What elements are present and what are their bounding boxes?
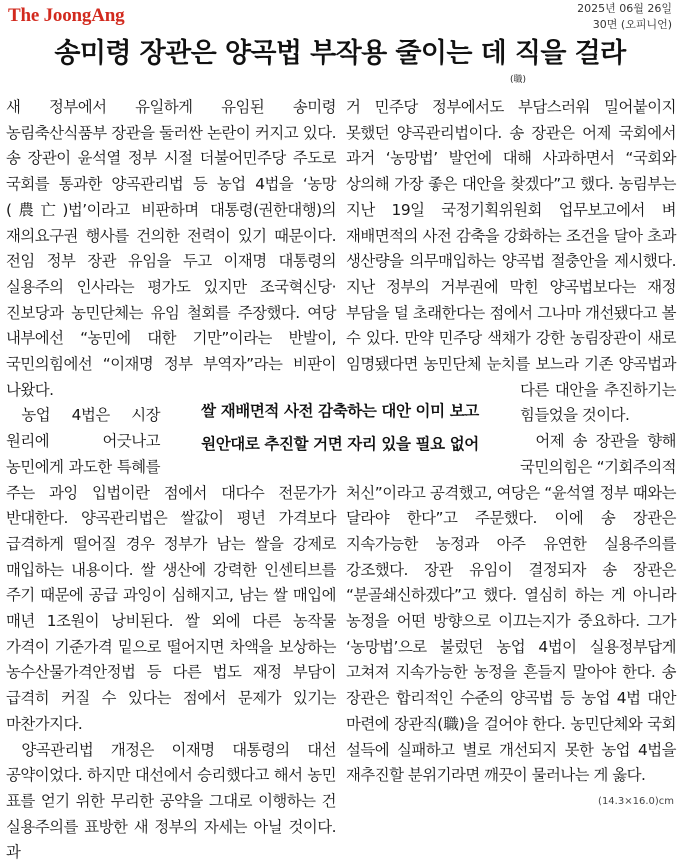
article-column-left <box>6 95 336 866</box>
article-paragraph: 농업 4법은 시장 원리에 어긋나고 농민에게 과도한 특혜를 주는 과잉 입법이란 점에서 대다수 전문가가 반대한다. 양곡관리법은 쌀값이 평년 가격보다 급격하게 떨어질 경우 정부가 남는 쌀을 강제로 매입하는 내용이다. 쌀 생산에 강력한 인센티브를 주기 때문에 공급 과잉이 심해지고, 남는 쌀 매입에 매년 1조원이 낭비된다. 쌀 외에 다른 농작물 가격이 기준가격 밑으로 떨어지면 차액을 보상하는 농수산물가격안정법 등 다른 법도 재정 부담이 급격히 커질 수 있다는 점에서 문제가 있기는 마찬가지다. <box>6 406 336 733</box>
pullquote-line: 원안대로 추진할 거면 자리 있을 필요 없어 <box>201 434 479 453</box>
publication-date: 2025년 06월 26일 <box>577 2 672 15</box>
article-paragraph: 새 정부에서 유일하게 유임된 송미령 농림축산식품부 장관을 둘러싼 논란이 커지고 있다. 송 장관이 윤석열 정부 시절 더불어민주당 주도로 국회를 통과한 양곡관리법 등 농업 4법을 ‘농망(農亡)법’이라고 비판하며 대통령(권한대행)의 재의요구권 행사를 건의한 전력이 있기 때문이다. 전임 정부 장관 유임을 두고 이재명 대통령의 실용주의 인사라는 평가도 있지만 조국혁신당·진보당과 농민단체는 유임 철회를 주장했다. 여당 내부에선 “농민에 대한 기만”이라는 반발이, 국민의힘에선 “이재명 정부 부역자”라는 비판이 나왔다. <box>6 98 336 399</box>
article-paragraph: 거 민주당 정부에서도 부담스러워 밀어붙이지 못했던 양곡관리법이다. 송 장관은 어제 국회에서 과거 ‘농망법’ 발언에 대해 사과하면서 “국회와 상의해 가장 좋은 대안을 찾겠다”고 했다. 농림부는 지난 19일 국정기획위원회 업무보고에서 벼 재배면적의 사전 감축을 강화하는 조건을 달아 초과 생산량을 의무매입하는 양곡법 절충안을 제시했다. 지난 정부의 거부권에 막힌 양곡법보다는 재정 부담을 덜 초래한다는 점에서 그나마 개선됐다고 볼 수 있다. 만약 민주당 색채가 강한 농림장관이 새로 임명됐다면 농민단체 눈치를 보느라 기존 양곡법과 다른 대안을 추진하기는 힘들었을 것이다. <box>346 98 676 425</box>
hanja-annotation: (職) <box>510 75 527 85</box>
article-paragraph: 어제 송 장관을 향해 국민의힘은 “기회주의적 처신”이라고 공격했고, 여당은 “윤석열 정부 때와는 달라야 한다”고 주문했다. 이에 송 장관은 지속가능한 농정과 아주 유연한 실용주의를 강조했다. 장관 유임이 결정되자 송 장관은 “분골쇄신하겠다”고 했다. 열심히 하는 게 아니라 농정을 어떤 방향으로 이끄는지가 중요하다. 그가 ‘농망법’으로 불렀던 농업 4법이 실용정부답게 고쳐져 지속가능한 농정을 흔들지 말아야 한다. 송 장관은 합리적인 수준의 양곡법 등 농업 4법 대안 마련에 장관직(職)을 걸어야 한다. 농민단체와 국회 설득에 실패하고 별로 개선되지 못한 농업 4법을 재추진할 분위기라면 깨끗이 물러나는 게 옳다. <box>346 432 676 785</box>
article-paragraph: 양곡관리법 개정은 이재명 대통령의 대선 공약이었다. 하지만 대선에서 승리했다고 해서 농민 표를 얻기 위한 무리한 공약을 그대로 이행하는 건 실용주의를 표방한 새 정부의 자세는 아닐 것이다. 과 <box>6 740 336 862</box>
headline: 송미령 장관은 양곡법 부작용 줄이는 데 직을 걸라 <box>54 38 626 69</box>
publication-meta <box>577 1 672 33</box>
article-size-note: (14.3×16.0)cm <box>598 796 674 807</box>
pullquote <box>168 394 512 460</box>
pullquote-line: 쌀 재배면적 사전 감축하는 대안 이미 보고 <box>201 401 479 420</box>
page-section: 30면 (오피니언) <box>592 18 672 31</box>
masthead <box>0 0 680 36</box>
brand-logo: The JoongAng <box>8 5 125 26</box>
